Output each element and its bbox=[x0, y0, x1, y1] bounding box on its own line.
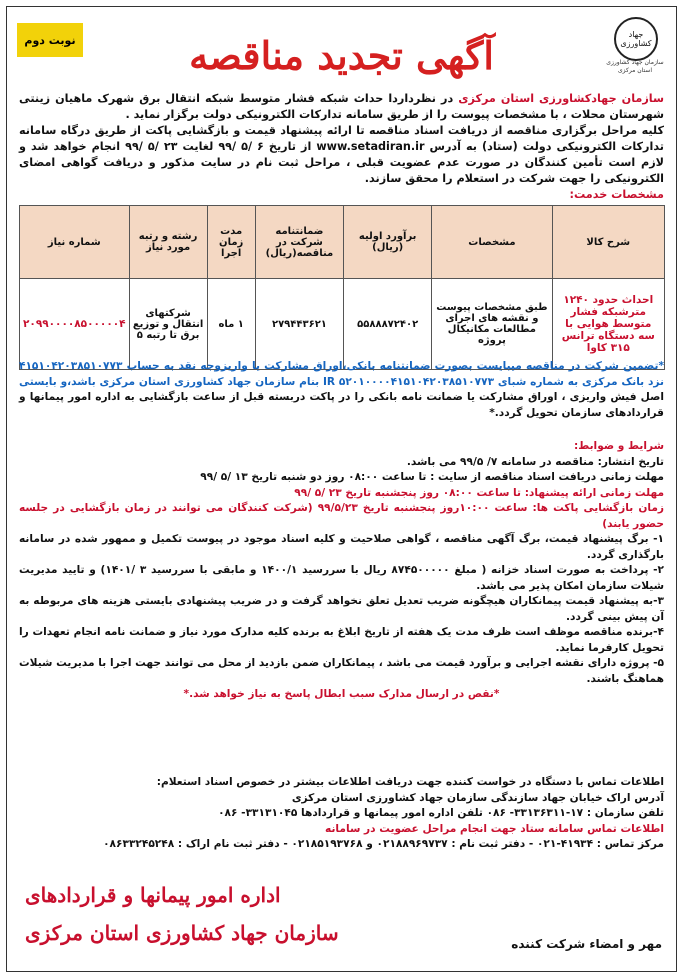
setad-heading: اطلاعات تماس سامانه ستاد جهت انجام مراحل عضویت در سامانه bbox=[325, 822, 664, 835]
conditions-label: شرایط و ضوابط: bbox=[574, 440, 664, 452]
round-badge: نوبت دوم bbox=[17, 23, 83, 57]
footer-org: سازمان جهاد کشاورزی استان مرکزی bbox=[25, 921, 339, 945]
table-header-row bbox=[20, 206, 665, 279]
contact-address: آدرس اراک خیابان جهاد سازندگی سازمان جهاد کشاورزی استان مرکزی bbox=[291, 791, 664, 804]
conditions-section bbox=[19, 439, 664, 703]
page-title: آگهی تجدید مناقصه bbox=[189, 33, 494, 78]
table-header: ضمانتنامه شرکت در مناقصه(ریال) bbox=[255, 206, 343, 279]
specs-label: مشخصات خدمت: bbox=[569, 188, 664, 201]
table-cell: ۱ ماه bbox=[207, 279, 255, 370]
table-header: مشخصات bbox=[432, 206, 552, 279]
table-cell: ۲۰۹۹۰۰۰۰۸۵۰۰۰۰۰۴ bbox=[20, 279, 130, 370]
table-header: رشته و رتبه مورد نیاز bbox=[129, 206, 207, 279]
condition-item: ۱- برگ پیشنهاد قیمت، برگ آگهی مناقصه ، گواهی صلاحیت و کلیه اسناد موجود در پیوست تکمیل و ممهور شده در سامانه بارگذاری گردد. bbox=[19, 533, 664, 561]
table-cell: ۲۷۹۴۴۳۶۲۱ bbox=[255, 279, 343, 370]
contact-phone: تلفن سازمان : ۱۷-۳۳۱۳۶۳۱۱- ۰۸۶ تلفن اداره امور پیمانها و قراردادها ۳۳۱۳۱۰۴۵- ۰۸۶ bbox=[218, 807, 664, 819]
contact-heading: اطلاعات تماس با دستگاه در خواست کننده جهت دریافت اطلاعات بیشتر در خصوص اسناد استعلام: bbox=[156, 776, 664, 788]
table-header: شرح کالا bbox=[552, 206, 664, 279]
guarantee-line1: *تضمین شرکت در مناقصه میبایست بصورت ضمانتنامه بانکی،اوراق مشارکت یا واریزوجه نقد به حساب ۴۱۵۱۰۴۲۰۳۸۵۱۰۷۷۳ نزد بانک مرکزی به شماره شبای IR ۵۲۰۱۰۰۰۰۴۱۵۱۰۴۲۰۳۸۵۱۰۷۷۳ بنام سازمان جهاد کشاورزی استان مرکزی باشد،و بایستی bbox=[19, 360, 664, 388]
table-cell: شرکتهای انتقال و توزیع برق تا رتبه ۵ bbox=[129, 279, 207, 370]
condition-item: ۴-برنده مناقصه موظف است ظرف مدت یک هفته از تاریخ ابلاغ به برنده کلیه مدارک مورد نیاز و ضمانت نامه انجام تعهدات را تحویل کارفرما نماید. bbox=[19, 626, 664, 654]
table-header: مدت زمان اجرا bbox=[207, 206, 255, 279]
guarantee-line2: اصل فیش واریزی ، اوراق مشارکت یا ضمانت نامه بانکی را در پاکت دربسته قبل از ساعت بازگشایی به اداره امور پیمانها و قراردادهای سازمان تحویل گردد.* bbox=[19, 391, 664, 419]
condition-item: ۵- پروژه دارای نقشه اجرایی و برآورد قیمت می باشد ، پیمانکاران ضمن بازدید از محل می توانند جهت اجرا با مدیریت شیلات هماهنگ باشند. bbox=[19, 657, 664, 685]
intro-line2: کلیه مراحل برگزاری مناقصه از دریافت اسناد مناقصه تا ارائه پیشنهاد قیمت و بازگشایی پاکت از طریق درگاه سامانه تدارکات الکترونیکی دولت (ستاد) به آدرس www.setadiran.ir از تاریخ ۶ /۵ /۹۹ لغایت ۲۳ /۵ /۹۹ انجام خواهد شد و لازم است تأمین کنندگان در صورت عدم عضویت قبلی ، مراحل ثبت نام در سایت مذکور و دریافت گواهی امضای الکترونیکی را جهت شرکت در استعلام را محقق سازند. bbox=[19, 124, 665, 185]
org-name: سازمان جهادکشاورزی استان مرکزی bbox=[458, 92, 664, 105]
table-header: شماره نیاز bbox=[20, 206, 130, 279]
signature-label: مهر و امضاء شرکت کننده bbox=[511, 937, 662, 951]
spec-table bbox=[19, 205, 665, 370]
footer-dept: اداره امور پیمانها و قراردادهای bbox=[25, 883, 281, 907]
condition-item: ۲- پرداخت به صورت اسناد خزانه ( مبلغ ۸۷۴۵۰۰۰۰۰ ریال با سررسید ۱۴۰۰/۱ و مابقی با سررسید ۳ /۱۴۰۱) و تایید مدیریت شیلات سازمان امکان پذیر می باشد. bbox=[19, 564, 664, 592]
docs-deadline: مهلت زمانی دریافت اسناد مناقصه از سایت : تا ساعت ۰۸:۰۰ روز دو شنبه تاریخ ۱۳ /۵ /۹۹ bbox=[200, 471, 664, 483]
intro-line1: در نظرداردا حداث شبکه فشار متوسط شبکه انتقال برق شهرک ماهیان زینتی شهرستان محلات ، با مشخصات پیوست را از طریق سامانه تدارکات الکترونیکی دولت برگزار نماید . bbox=[19, 92, 664, 121]
warning-text: *نقص در ارسال مدارک سبب ابطال پاسخ به نیاز خواهد شد.* bbox=[183, 688, 500, 700]
table-cell: طبق مشخصات پیوست و نقشه های اجرای مطالعات مکانیکال پروژه bbox=[432, 279, 552, 370]
intro-text bbox=[19, 91, 664, 203]
setad-phone: مرکز تماس : ۴۱۹۳۴-۰۲۱ - دفتر ثبت نام : ۰۲۱۸۸۹۶۹۷۳۷ و ۰۲۱۸۵۱۹۳۷۶۸ - دفتر ثبت نام اراک : ۰۸۶۳۳۲۴۵۲۴۸ bbox=[103, 838, 664, 850]
logo-caption: سازمان جهاد کشاورزی استان مرکزی bbox=[606, 59, 664, 74]
condition-item: ۳-به پیشنهاد قیمت پیمانکاران هیچگونه ضریب تعدیل تعلق نخواهد گرفت و در ضریب پیشنهادی بایستی هزینه های مربوطه به آن پیش بینی گردد. bbox=[19, 595, 664, 623]
publish-date: تاریخ انتشار: مناقصه در سامانه ۷/ ۹۹/۵ می باشد. bbox=[406, 455, 664, 468]
opening-time: زمان بازگشایی پاکت ها: ساعت ۱۰:۰۰روز پنجشنبه تاریخ ۹۹/۵/۲۳ (شرکت کنندگان می توانند در زمان بازگشایی در جلسه حضور یابند) bbox=[19, 502, 664, 530]
guarantee-text bbox=[19, 359, 664, 421]
contact-section bbox=[19, 775, 664, 853]
table-row bbox=[20, 279, 665, 370]
org-logo-icon: جهاد کشاورزی bbox=[614, 17, 658, 61]
offer-deadline: مهلت زمانی ارائه پیشنهاد: تا ساعت ۰۸:۰۰ روز پنجشنبه تاریخ ۲۳ /۵ /۹۹ bbox=[294, 486, 664, 499]
table-header: برآورد اولیه (ریال) bbox=[344, 206, 432, 279]
table-cell: ۵۵۸۸۸۷۲۴۰۲ bbox=[344, 279, 432, 370]
table-cell: احداث حدود ۱۲۴۰ مترشبکه فشار متوسط هوایی با سه دستگاه ترانس ۳۱۵ کاوا bbox=[552, 279, 664, 370]
tender-notice bbox=[6, 6, 677, 972]
